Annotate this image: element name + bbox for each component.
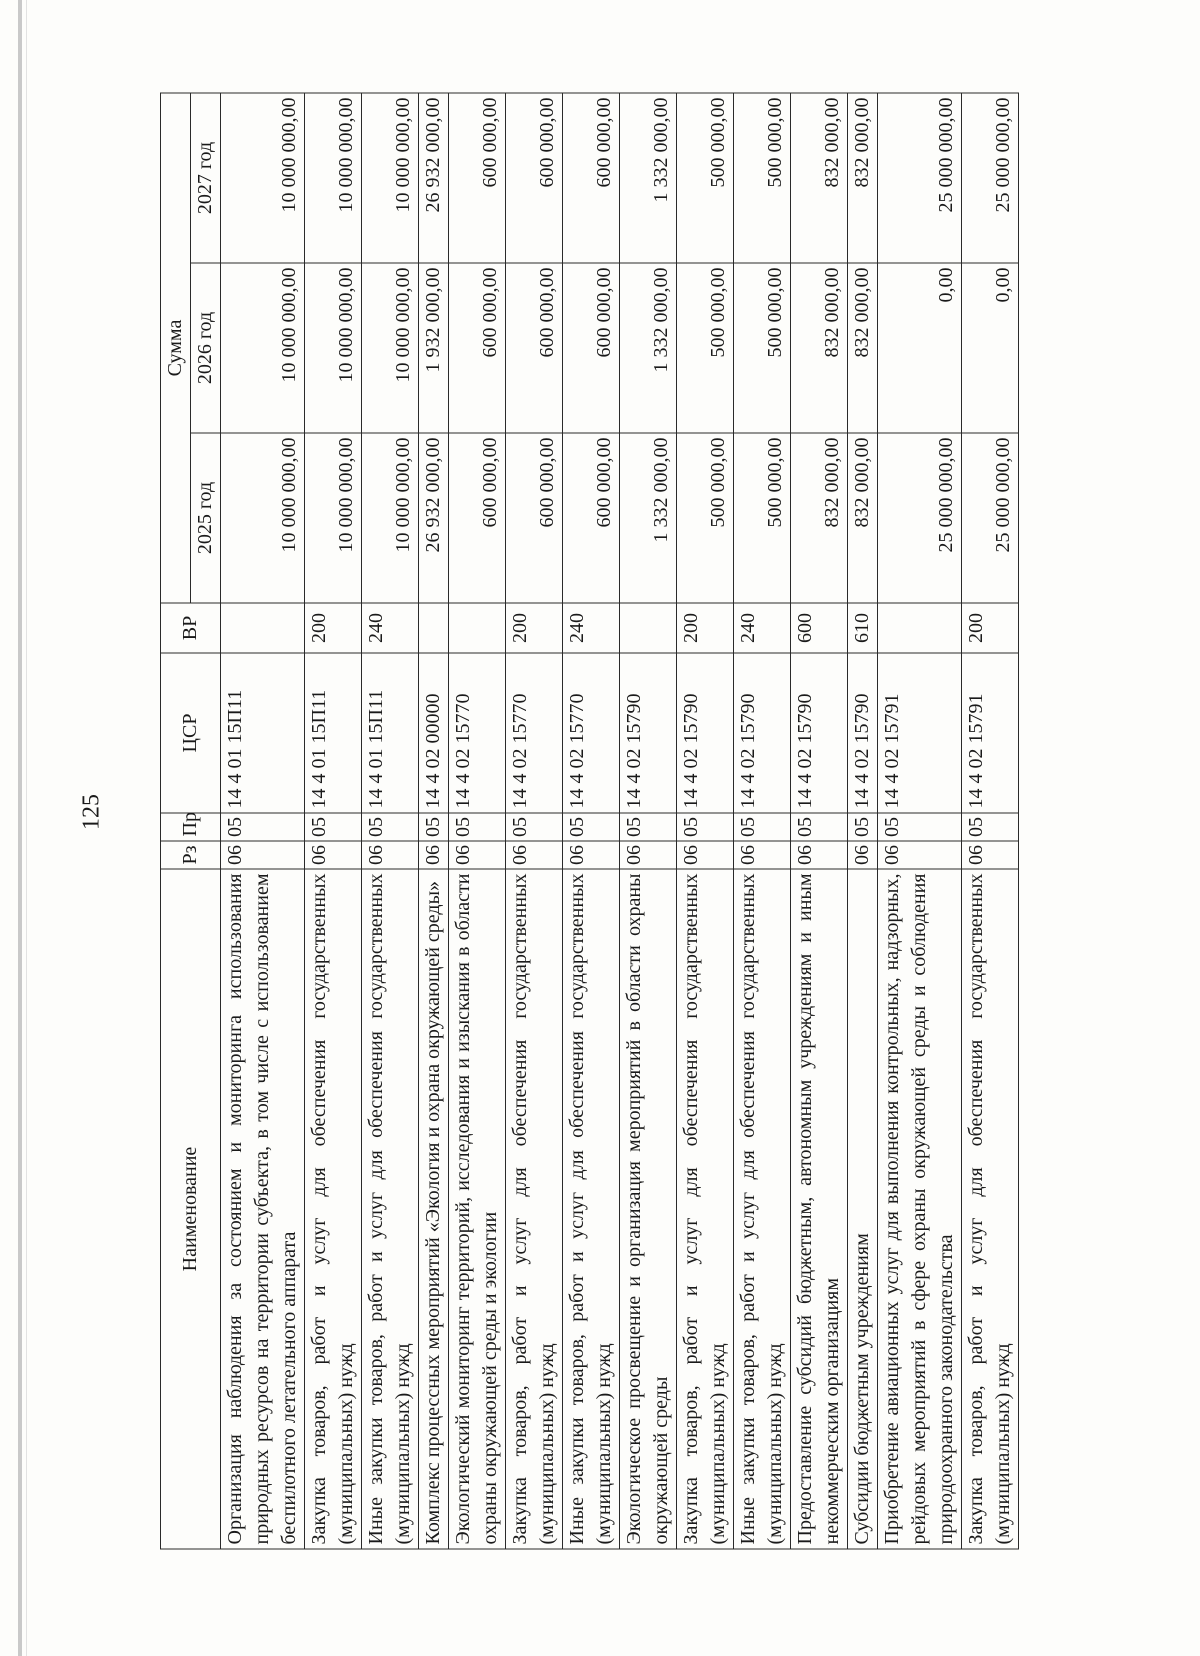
row-csr: 14 4 02 15790 (677, 653, 734, 813)
table-row (305, 93, 362, 1549)
table-row (878, 93, 962, 1549)
table-row (362, 93, 419, 1549)
row-pr: 05 (506, 813, 563, 841)
table-row (419, 93, 449, 1549)
header-csr: ЦСР (161, 653, 221, 813)
row-rz: 06 (305, 841, 362, 869)
header-name: Наименование (161, 869, 221, 1549)
row-sum-2027: 10 000 000,00 (221, 93, 305, 263)
row-sum-2025: 25 000 000,00 (878, 433, 962, 603)
row-pr: 05 (221, 813, 305, 841)
row-rz: 06 (362, 841, 419, 869)
row-sum-2027: 600 000,00 (506, 93, 563, 263)
row-name: Организация наблюдения за состоянием и мониторинга использования природных ресурсов на территории субъекта, в том числе с использованием беспилотного летательного аппарата (221, 869, 305, 1549)
row-name: Закупка товаров, работ и услуг для обеспечения государственных (муниципальных) нужд (962, 869, 1019, 1549)
table-row (563, 93, 620, 1549)
row-vr: 240 (734, 603, 791, 653)
row-sum-2025: 600 000,00 (563, 433, 620, 603)
row-sum-2025: 500 000,00 (734, 433, 791, 603)
row-pr: 05 (878, 813, 962, 841)
table-row (221, 93, 305, 1549)
row-vr: 200 (962, 603, 1019, 653)
table-row (791, 93, 848, 1549)
table-row (734, 93, 791, 1549)
row-name: Закупка товаров, работ и услуг для обеспечения государственных (муниципальных) нужд (305, 869, 362, 1549)
row-pr: 05 (362, 813, 419, 841)
row-sum-2027: 25 000 000,00 (962, 93, 1019, 263)
row-rz: 06 (734, 841, 791, 869)
row-sum-2027: 500 000,00 (677, 93, 734, 263)
row-pr: 05 (419, 813, 449, 841)
row-name: Иные закупки товаров, работ и услуг для обеспечения государственных (муниципальных) нужд (734, 869, 791, 1549)
row-rz: 06 (620, 841, 677, 869)
row-pr: 05 (848, 813, 878, 841)
row-vr (221, 603, 305, 653)
row-csr: 14 4 02 15770 (449, 653, 506, 813)
row-sum-2026: 500 000,00 (734, 263, 791, 433)
table-row (962, 93, 1019, 1549)
row-sum-2025: 600 000,00 (449, 433, 506, 603)
row-name: Субсидии бюджетным учреждениям (848, 869, 878, 1549)
row-csr: 14 4 01 15П11 (305, 653, 362, 813)
row-csr: 14 4 02 15790 (734, 653, 791, 813)
row-name: Экологический мониторинг территорий, исследования и изыскания в области охраны окружающей среды и экологии (449, 869, 506, 1549)
row-pr: 05 (791, 813, 848, 841)
row-sum-2025: 10 000 000,00 (362, 433, 419, 603)
row-rz: 06 (677, 841, 734, 869)
row-pr: 05 (305, 813, 362, 841)
row-sum-2026: 832 000,00 (791, 263, 848, 433)
row-pr: 05 (620, 813, 677, 841)
row-sum-2026: 1 932 000,00 (419, 263, 449, 433)
budget-table-rotated (160, 95, 1070, 1550)
row-rz: 06 (449, 841, 506, 869)
row-sum-2026: 500 000,00 (677, 263, 734, 433)
row-sum-2026: 600 000,00 (449, 263, 506, 433)
row-rz: 06 (962, 841, 1019, 869)
row-sum-2025: 10 000 000,00 (305, 433, 362, 603)
row-rz: 06 (221, 841, 305, 869)
row-vr (419, 603, 449, 653)
table-row (848, 93, 878, 1549)
row-sum-2026: 10 000 000,00 (221, 263, 305, 433)
row-sum-2025: 500 000,00 (677, 433, 734, 603)
table-row (506, 93, 563, 1549)
header-2026: 2026 год (191, 263, 221, 433)
row-sum-2027: 25 000 000,00 (878, 93, 962, 263)
header-vr: ВР (161, 603, 221, 653)
row-rz: 06 (878, 841, 962, 869)
table-body (221, 93, 1019, 1549)
table-row (449, 93, 506, 1549)
row-vr: 200 (506, 603, 563, 653)
row-sum-2026: 10 000 000,00 (305, 263, 362, 433)
row-vr: 200 (677, 603, 734, 653)
row-sum-2025: 1 332 000,00 (620, 433, 677, 603)
row-rz: 06 (563, 841, 620, 869)
row-sum-2025: 600 000,00 (506, 433, 563, 603)
row-sum-2026: 600 000,00 (563, 263, 620, 433)
header-2025: 2025 год (191, 433, 221, 603)
header-sum: Сумма (161, 93, 191, 603)
row-sum-2027: 600 000,00 (563, 93, 620, 263)
row-rz: 06 (506, 841, 563, 869)
row-sum-2027: 1 332 000,00 (620, 93, 677, 263)
row-sum-2026: 0,00 (962, 263, 1019, 433)
row-name: Комплекс процессных мероприятий «Экология и охрана окружающей среды» (419, 869, 449, 1549)
row-sum-2027: 500 000,00 (734, 93, 791, 263)
row-csr: 14 4 01 15П11 (362, 653, 419, 813)
row-sum-2026: 832 000,00 (848, 263, 878, 433)
row-sum-2027: 832 000,00 (791, 93, 848, 263)
row-sum-2026: 1 332 000,00 (620, 263, 677, 433)
row-rz: 06 (791, 841, 848, 869)
row-name: Предоставление субсидий бюджетным, автономным учреждениям и иным некоммерческим организациям (791, 869, 848, 1549)
row-sum-2025: 10 000 000,00 (221, 433, 305, 603)
row-vr: 610 (848, 603, 878, 653)
row-name: Закупка товаров, работ и услуг для обеспечения государственных (муниципальных) нужд (506, 869, 563, 1549)
row-vr (878, 603, 962, 653)
row-csr: 14 4 02 15770 (563, 653, 620, 813)
row-vr (449, 603, 506, 653)
table-row (620, 93, 677, 1549)
row-vr: 600 (791, 603, 848, 653)
row-sum-2027: 10 000 000,00 (305, 93, 362, 263)
page-number: 125 (78, 794, 105, 830)
row-csr: 14 4 01 15П11 (221, 653, 305, 813)
row-pr: 05 (563, 813, 620, 841)
row-pr: 05 (449, 813, 506, 841)
row-name: Закупка товаров, работ и услуг для обеспечения государственных (муниципальных) нужд (677, 869, 734, 1549)
row-sum-2025: 832 000,00 (791, 433, 848, 603)
row-name: Иные закупки товаров, работ и услуг для обеспечения государственных (муниципальных) нужд (563, 869, 620, 1549)
row-vr: 240 (362, 603, 419, 653)
row-csr: 14 4 02 00000 (419, 653, 449, 813)
row-sum-2027: 600 000,00 (449, 93, 506, 263)
row-name: Экологическое просвещение и организация мероприятий в области охраны окружающей среды (620, 869, 677, 1549)
header-pr: Пр (161, 813, 221, 841)
row-csr: 14 4 02 15790 (791, 653, 848, 813)
row-name: Иные закупки товаров, работ и услуг для обеспечения государственных (муниципальных) нужд (362, 869, 419, 1549)
row-sum-2027: 26 932 000,00 (419, 93, 449, 263)
row-csr: 14 4 02 15790 (620, 653, 677, 813)
row-sum-2027: 832 000,00 (848, 93, 878, 263)
row-sum-2026: 10 000 000,00 (362, 263, 419, 433)
row-sum-2026: 0,00 (878, 263, 962, 433)
row-csr: 14 4 02 15791 (962, 653, 1019, 813)
table-row (677, 93, 734, 1549)
row-sum-2026: 600 000,00 (506, 263, 563, 433)
budget-table (160, 92, 1019, 1549)
row-csr: 14 4 02 15790 (848, 653, 878, 813)
row-sum-2025: 25 000 000,00 (962, 433, 1019, 603)
header-2027: 2027 год (191, 93, 221, 263)
row-sum-2025: 832 000,00 (848, 433, 878, 603)
row-rz: 06 (419, 841, 449, 869)
row-pr: 05 (677, 813, 734, 841)
row-csr: 14 4 02 15770 (506, 653, 563, 813)
scan-edge-line (26, 0, 27, 1656)
row-vr: 200 (305, 603, 362, 653)
row-name: Приобретение авиационных услуг для выполнения контрольных, надзорных, рейдовых мероприятий в сфере охраны окружающей среды и соблюдения природоохранного законодательства (878, 869, 962, 1549)
row-pr: 05 (734, 813, 791, 841)
row-sum-2027: 10 000 000,00 (362, 93, 419, 263)
row-sum-2025: 26 932 000,00 (419, 433, 449, 603)
row-pr: 05 (962, 813, 1019, 841)
scan-edge-shadow (18, 0, 22, 1656)
row-rz: 06 (848, 841, 878, 869)
header-rz: Рз (161, 841, 221, 869)
row-csr: 14 4 02 15791 (878, 653, 962, 813)
row-vr (620, 603, 677, 653)
row-vr: 240 (563, 603, 620, 653)
